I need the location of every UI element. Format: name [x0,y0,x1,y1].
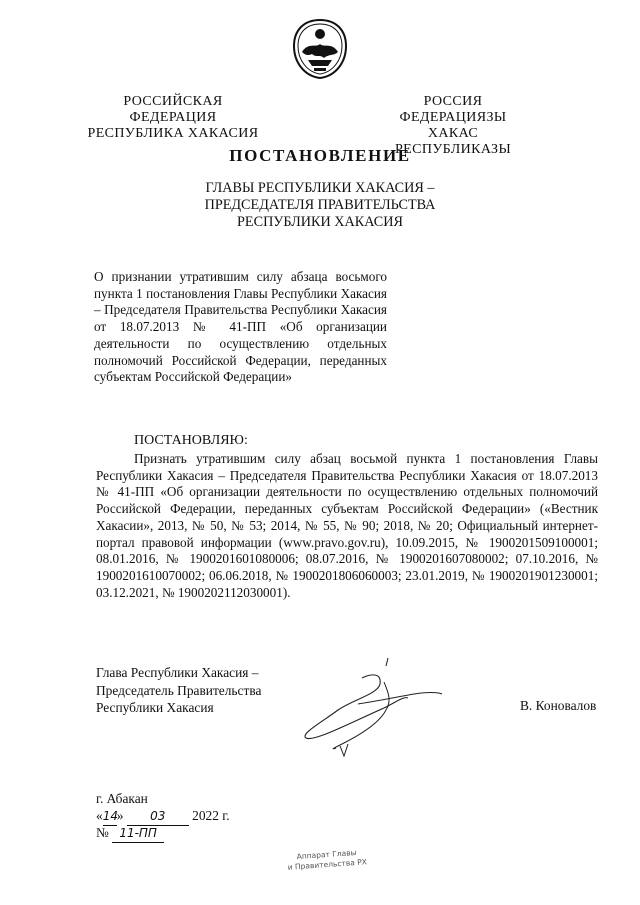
document-type-title: ПОСТАНОВЛЕНИЕ [229,146,411,165]
registration-stamp [281,847,372,873]
date-close-quote: » [116,808,124,823]
issuer-line2: ПРЕДСЕДАТЕЛЯ ПРАВИТЕЛЬСТВА [204,197,436,213]
number-line [96,824,276,843]
issuer-block [180,180,460,231]
number-value: 11-ПП [112,825,164,843]
signatory-line2: Председатель Правительства [96,682,262,698]
signatory-title [96,664,296,717]
body-paragraph: Признать утратившим силу абзац восьмой пункта 1 постановления Главы Республики Хакасия – Председателя Правительства Республики Хакасия от 18.07.2013 № 41-ПП «Об организации деятельности по осуществлению отдельных полномочий Российской Федерации, переданных субъектам Российской Федерации» («Вестник Хакасии», 2013, № 50, № 53; 2014, № 55, № 90; 2018, № 20; Официальный интернет-портал правовой информации (www.pravo.gov.ru), 10.09.2015, № 1900201509100001; 08.01.2016, № 1900201601080006; 08.07.2016, № 1900201607080002; 07.10.2016, № 1900201610070002; 06.06.2018, № 1900201806060003; 23.01.2019, № 1900201901230001; 03.12.2021, № 1900202112030001). [96,451,598,600]
number-prefix: № [96,825,109,840]
signatory-line3: Республики Хакасия [96,700,214,715]
stamp-line1: Аппарат Главы [296,847,357,862]
stamp-line2: и Правительства РХ [287,857,368,872]
handwritten-signature [292,652,452,764]
signatory-name: В. Коновалов [520,698,597,713]
date-open-quote: « [96,808,103,823]
header-left-line2: РЕСПУБЛИКА ХАКАСИЯ [87,126,259,141]
header-right-line2: ХАКАС РЕСПУБЛИКАЗЫ [394,126,512,157]
coat-of-arms-emblem [290,18,350,80]
issuer-line3: РЕСПУБЛИКИ ХАКАСИЯ [237,214,403,230]
decree-word: ПОСТАНОВЛЯЮ: [134,433,248,448]
issuer-line1: ГЛАВЫ РЕСПУБЛИКИ ХАКАСИЯ – [205,180,435,196]
date-day: 14 [103,808,117,826]
header-left [84,94,262,142]
city: г. Абакан [96,791,148,806]
header-right-line1: РОССИЯ ФЕДЕРАЦИЯЗЫ [399,94,507,125]
date-year: 2022 г. [192,808,230,823]
document-subject: О признании утратившим силу абзаца восьмого пункта 1 постановления Главы Республики Хакасия – Председателя Правительства Республики Хакасия от 18.07.2013 № 41-ПП «Об организации деятельности по осуществлению отдельных полномочий Российской Федерации, переданных субъектам Российской Федерации» [94,269,387,385]
date-month: 03 [127,808,189,826]
signatory-line1: Глава Республики Хакасия – [96,665,259,680]
header-left-line1: РОССИЙСКАЯ ФЕДЕРАЦИЯ [123,94,223,125]
